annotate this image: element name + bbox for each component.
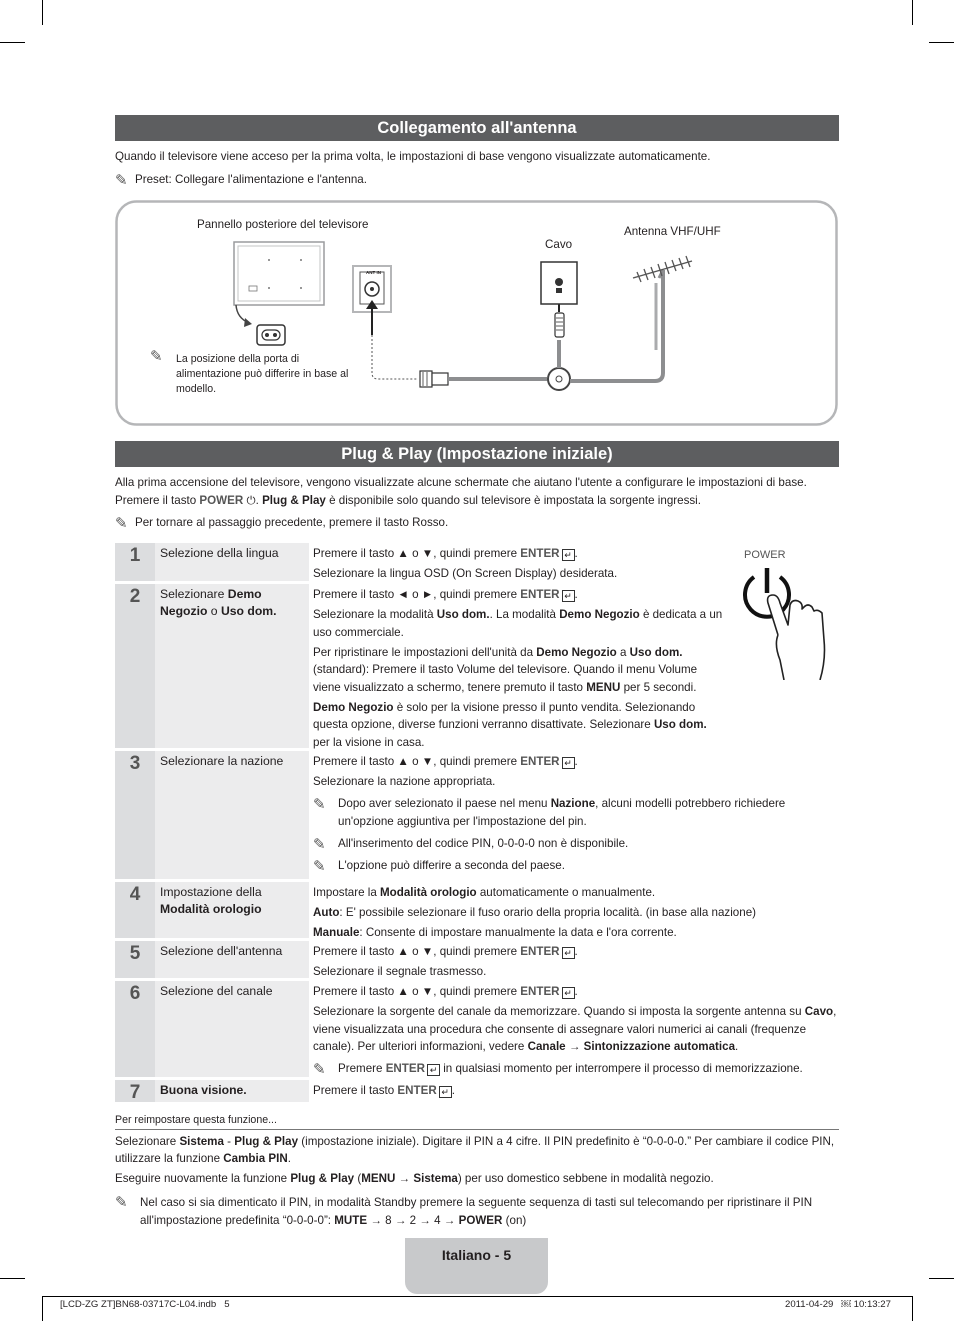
reset-text: Plug & Play	[290, 1172, 355, 1185]
enter-icon: ↵	[562, 987, 575, 999]
step-text: Canale → Sintonizzazione automatica	[527, 1040, 736, 1053]
enter-icon: ↵	[439, 1086, 452, 1098]
footer-file-info: [LCD-ZG ZT]BN68-03717C-L04.indb 5	[60, 1299, 230, 1310]
step-text: per la visione in casa.	[313, 735, 425, 749]
reset-text: (impostazione iniziale). Digitare il PIN a 4 cifre. Il PIN predefinito è “0-0-0-0.” Per cambiare il codice PIN, utilizzare la funzione	[115, 1135, 835, 1165]
step-text: Impostare la	[313, 886, 381, 899]
note-pencil-icon: ✎	[313, 795, 326, 813]
power-symbol-icon: ⏻	[243, 493, 256, 507]
step-body	[309, 882, 839, 938]
step-text: Manuale	[313, 926, 360, 939]
note-pencil-icon: ✎	[115, 1194, 128, 1211]
reset-text: → 8 → 2 → 4 →	[367, 1213, 459, 1227]
enter-icon: ↵	[562, 757, 575, 769]
label-part: Uso dom.	[220, 604, 277, 618]
step-text: Per ripristinare le impostazioni dell'unità da	[313, 645, 537, 659]
step-row	[115, 1080, 839, 1102]
step-text: Dopo aver selezionato il paese nel menu	[338, 796, 551, 810]
antenna-label: Antenna VHF/UHF	[624, 225, 721, 238]
crop-mark	[929, 1278, 954, 1279]
reset-heading: Per reimpostare questa funzione...	[115, 1114, 277, 1126]
crop-mark	[0, 1278, 25, 1279]
reset-text: Eseguire nuovamente la funzione	[115, 1172, 291, 1185]
step-body: Premere il tasto ◄ o ►, quindi premere ENTER ↵ . Selezionare la modalità Uso dom.. La modalità Demo Negozio è dedicata a un uso commerciale. Per ripristinare le impostazioni dell'unità da Demo Negozio a Uso dom. (standard): Premere il tasto Volume del televisore. Quando il menu Volume viene visualizzato a schermo, tenere premuto il tasto MENU per 5 secondi. Demo Negozio è solo per la visione presso il punto vendita. Selezionando questa opzione, diverse funzioni verranno disattivate. Selezionare Uso dom. per la visione in casa.	[313, 588, 723, 749]
step-text: . La modalità	[489, 608, 560, 621]
crop-mark	[912, 0, 913, 25]
enter-key: ENTER	[397, 1084, 437, 1097]
step-label	[155, 584, 309, 748]
step-text: Premere il tasto ▲ o ▼, quindi premere	[313, 985, 521, 998]
reset-text: Sistema	[179, 1135, 224, 1148]
step-text: L'opzione può differire a seconda del paese.	[338, 859, 565, 872]
intro-power-word: POWER	[199, 493, 244, 507]
step-text: (standard): Premere il tasto Volume del televisore. Quando il menu Volume viene visualizzato a schermo, tenere premuto il tasto	[313, 663, 698, 694]
reset-text: MUTE	[334, 1213, 368, 1227]
step-text: Premere il tasto ▲ o ▼, quindi premere	[313, 755, 521, 768]
step-label	[155, 882, 309, 938]
label-part: Demo Negozio	[160, 587, 262, 618]
crop-mark	[42, 0, 43, 25]
preset-note	[115, 171, 839, 190]
cable-label: Cavo	[545, 238, 573, 251]
page-number-tab	[405, 1238, 548, 1294]
reset-text: POWER	[458, 1213, 503, 1227]
step-body: Premere il tasto ▲ o ▼, quindi premere ENTER ↵ . Selezionare la nazione appropriata. ✎ Dopo aver selezionato il paese nel menu Nazione, alcuni modelli potrebbero richiedere un'opzione aggiuntiva per l'impostazione del pin. ✎ All'inserimento del codice PIN, 0-0-0-0 non è disponibile. ✎ L'opzione può differire a seconda del paese.	[309, 751, 839, 879]
reset-text: .	[287, 1152, 291, 1165]
step-number: 2	[115, 584, 155, 748]
step-text: Uso dom.	[629, 645, 683, 659]
note-pencil-icon: ✎	[313, 1060, 326, 1078]
step-number: 1	[115, 543, 155, 581]
step-text: in qualsiasi momento per interrompere il processo di memorizzazione.	[439, 1061, 803, 1075]
rear-panel-label: Pannello posteriore del televisore	[197, 218, 369, 231]
enter-icon: ↵	[562, 549, 575, 561]
step-text: è dedicata a un uso commerciale.	[313, 608, 723, 639]
step-body: Premere il tasto ENTER ↵ .	[313, 1084, 455, 1097]
footer-divider	[42, 1296, 912, 1297]
reset-pin-note	[140, 1194, 830, 1229]
step-number: 7	[115, 1080, 155, 1102]
reset-paragraph-1	[115, 1133, 839, 1167]
step-text: : Consente di impostare manualmente la data e l'ora corrente.	[359, 926, 677, 939]
label-part: Impostazione della	[160, 885, 262, 899]
crop-mark	[929, 42, 954, 43]
reset-text: MENU → Sistema	[361, 1172, 458, 1185]
enter-icon: ↵	[562, 947, 575, 959]
step-number: 6	[115, 981, 155, 1077]
label-part: Buona visione.	[160, 1083, 247, 1097]
step-text: All'inserimento del codice PIN, 0-0-0-0 non è disponibile.	[338, 836, 629, 850]
step-number: 4	[115, 882, 155, 938]
reset-text: ) per uso domestico sebbene in modalità negozio.	[457, 1172, 714, 1185]
step-text: a	[616, 645, 630, 659]
crop-mark	[0, 42, 25, 43]
intro-text-a: Alla prima accensione del televisore, vengono visualizzate alcune schermate che aiutano l'utente a configurare le impostazioni di base. Premere il tasto	[115, 476, 807, 507]
step-row	[115, 941, 839, 978]
note-pencil-icon: ✎	[115, 515, 128, 532]
crop-mark	[42, 1296, 43, 1321]
step-text: Premere il tasto ▲ o ▼, quindi premere	[313, 547, 521, 560]
step-label	[155, 1080, 309, 1102]
footer-date-info: 2011-04-29 ￼ 10:13:27	[785, 1299, 891, 1310]
reset-paragraph-2	[115, 1170, 839, 1188]
step-body: Premere il tasto ▲ o ▼, quindi premere ENTER ↵ . Selezionare la sorgente del canale da memorizzare. Quando si imposta la sorgente antenna su Cavo, viene visualizzata una procedura che consente di assegnare valori numerici ai canali (frequenze canale). Per ulteriori informazioni, vedere Canale → Sintonizzazione automatica. ✎ Premere ENTER ↵ in qualsiasi momento per interrompere il processo di memorizzazione.	[313, 985, 837, 1078]
enter-key: ENTER	[520, 985, 560, 998]
reset-divider	[115, 1129, 839, 1130]
reset-text: -	[223, 1135, 235, 1148]
step-text: Selezionare la nazione appropriata.	[313, 775, 496, 788]
step-text: MENU	[586, 680, 621, 694]
reset-text: Nel caso si sia dimenticato il PIN, in modalità Standby premere la seguente sequenza di tasti sul telecomando per ripristinare il PIN all'impostazione predefinita “0-0-0-0”:	[140, 1196, 813, 1227]
step-text: Demo Negozio	[559, 608, 640, 621]
step-row	[115, 584, 839, 748]
step-row	[115, 882, 839, 938]
step-text: , viene visualizzata una procedura che consente di assegnare valori numerici ai canali (frequenze canale). Per ulteriori informazioni, vedere	[313, 1005, 837, 1053]
step-text: Premere il tasto ▲ o ▼, quindi premere	[313, 945, 521, 958]
step-number: 5	[115, 941, 155, 978]
step-text: Premere il tasto ◄ o ►, quindi premere	[313, 588, 521, 601]
step-text: Auto	[313, 906, 340, 919]
step-text: è solo per la visione presso il punto vendita. Selezionando questa opzione, diverse funzioni verranno disattivate. Selezionare	[313, 700, 696, 731]
step-body: Premere il tasto ▲ o ▼, quindi premere ENTER ↵ . Selezionare la lingua OSD (On Screen Display) desiderata.	[309, 543, 839, 581]
step-text: Nazione	[550, 796, 596, 810]
label-part: Modalità orologio	[160, 902, 262, 916]
step-text: : E' possibile selezionare il fuso orario della propria località. (in base alla nazione)	[339, 906, 757, 919]
step-label: Selezione dell'antenna	[155, 941, 309, 978]
back-note-text: Per tornare al passaggio precedente, premere il tasto Rosso.	[135, 516, 449, 529]
intro-text-c: è disponibile solo quando sul televisore è impostata la sorgente ingressi.	[325, 493, 701, 507]
step-text: Modalità orologio	[380, 886, 477, 899]
plug-and-play-intro	[115, 474, 839, 509]
enter-key: ENTER	[520, 945, 560, 958]
power-label: POWER	[744, 549, 786, 561]
enter-key: ENTER	[520, 547, 560, 560]
enter-icon: ↵	[562, 590, 575, 602]
step-text: .	[735, 1040, 739, 1053]
step-text: Premere	[338, 1061, 386, 1075]
reset-text: (on)	[502, 1213, 527, 1227]
section-title-antenna: Collegamento all'antenna	[115, 115, 839, 141]
enter-key: ENTER	[520, 755, 560, 768]
step-label: Selezione del canale	[155, 981, 309, 1077]
intro-text-b: .	[255, 493, 263, 507]
power-port-note-icon: ✎	[150, 348, 163, 365]
enter-key: ENTER	[520, 588, 560, 601]
note-pencil-icon: ✎	[313, 858, 326, 875]
section-title-plug-and-play: Plug & Play (Impostazione iniziale)	[115, 441, 839, 467]
enter-icon: ↵	[427, 1064, 440, 1076]
intro-plug-and-play: Plug & Play	[262, 493, 326, 507]
reset-text: Plug & Play	[234, 1135, 299, 1148]
label-part: Selezionare	[160, 587, 228, 601]
step-label: Selezione della lingua	[155, 543, 309, 581]
step-text: Demo Negozio	[536, 645, 617, 659]
back-note	[115, 514, 839, 533]
plug-and-play-steps	[115, 543, 839, 1105]
step-text: Selezionare la sorgente del canale da memorizzare. Quando si imposta la sorgente antenna su	[313, 1005, 805, 1018]
step-text: Selezionare il segnale trasmesso.	[313, 965, 487, 978]
step-text: per 5 secondi.	[620, 680, 697, 694]
step-text: , alcuni modelli potrebbero richiedere un'opzione aggiuntiva per l'impostazione del pin.	[338, 796, 786, 828]
connection-diagram	[115, 200, 838, 426]
ant-in-label: ANT IN	[366, 270, 381, 275]
reset-text: Selezionare	[115, 1135, 180, 1148]
step-text: automaticamente o manualmente.	[476, 886, 656, 899]
step-text: Selezionare la lingua OSD (On Screen Display) desiderata.	[313, 567, 618, 580]
step-text: Demo Negozio	[313, 700, 394, 714]
step-text: Selezionare la modalità	[313, 608, 437, 621]
note-pencil-icon: ✎	[115, 172, 128, 189]
note-pencil-icon: ✎	[313, 835, 326, 853]
reset-text: Cambia PIN	[223, 1152, 288, 1165]
step-text: Uso dom.	[436, 608, 490, 621]
step-row	[115, 751, 839, 879]
reset-text: (	[354, 1172, 362, 1185]
step-body: Premere il tasto ▲ o ▼, quindi premere ENTER ↵ . Selezionare il segnale trasmesso.	[309, 941, 839, 978]
step-row	[115, 543, 839, 581]
step-number: 3	[115, 751, 155, 879]
preset-note-text: Preset: Collegare l'alimentazione e l'antenna.	[135, 173, 367, 186]
enter-key: ENTER	[385, 1061, 425, 1075]
antenna-intro: Quando il televisore viene acceso per la prima volta, le impostazioni di base vengono visualizzate automaticamente.	[115, 150, 711, 163]
label-part: o	[207, 604, 221, 618]
crop-mark	[912, 1296, 913, 1321]
step-text: Uso dom.	[653, 718, 707, 731]
step-text: Cavo	[804, 1005, 834, 1018]
step-text: Premere il tasto	[313, 1084, 398, 1097]
power-port-note: La posizione della porta di alimentazione può differire in base al modello.	[176, 353, 349, 395]
step-label: Selezionare la nazione	[155, 751, 309, 879]
step-row	[115, 981, 839, 1077]
page-number: Italiano - 5	[441, 1247, 512, 1263]
